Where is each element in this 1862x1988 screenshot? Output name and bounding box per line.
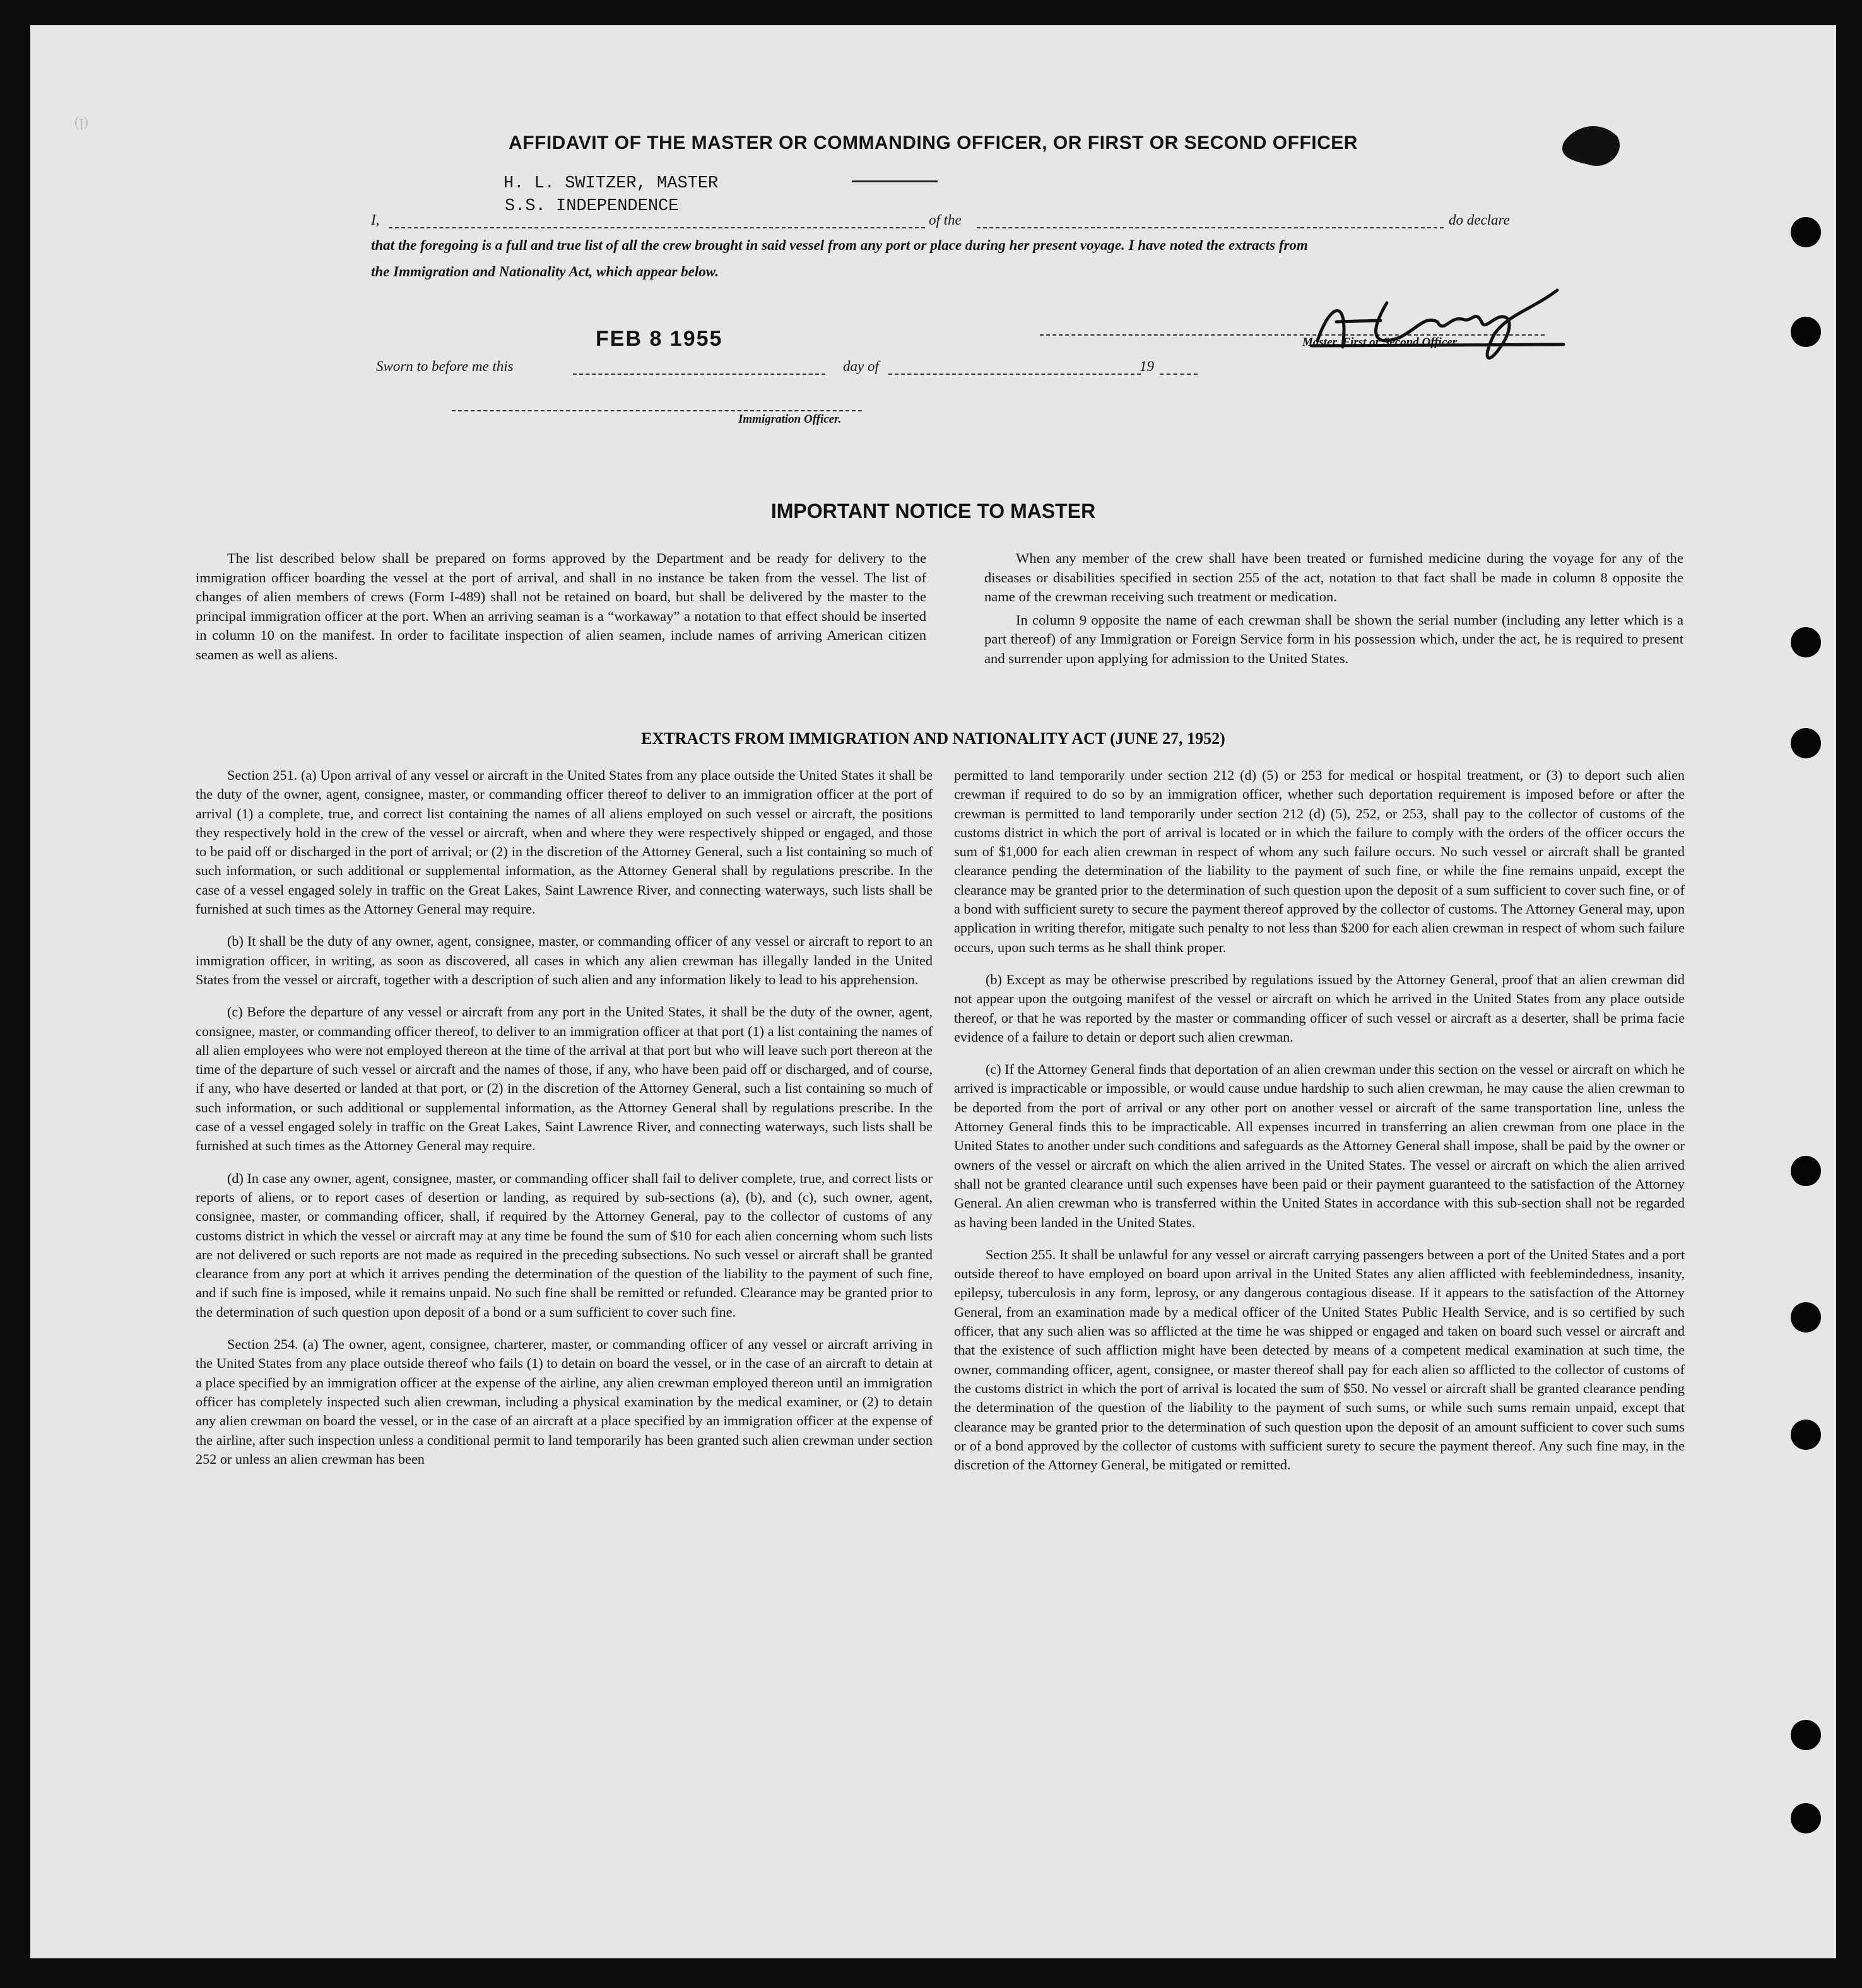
section-251-a: Section 251. (a) Upon arrival of any vessel or aircraft in the United States from any place outside the United States it shall be the duty of the owner, agent, consignee, master, or commanding officer thereof to deliver to an immigration officer at the port of arrival (1) a complete, true, and correct list containing the names of all aliens employed on such vessel or aircraft, the positions they respectively hold in the crew of the vessel or aircraft, when and where they were respectively shipped or engaged, and those to be paid off or discharged in the port of arrival; or (2) in the discretion of the Attorney General, such a list containing so much of such information, or such additional or supplemental information, as the Attorney General shall by regulations prescribe. In the case of a vessel engaged solely in traffic on the Great Lakes, Saint Lawrence River, and connecting waterways, such lists shall be furnished at such times as the Attorney General may require.: [196, 767, 933, 917]
punch-hole: [1791, 1720, 1821, 1750]
of-the-label: of the: [929, 212, 962, 228]
notice-left-column: [196, 549, 926, 669]
punch-hole: [1791, 1156, 1821, 1186]
year-prefix: 19: [1140, 358, 1154, 374]
sworn-year-line: [1160, 373, 1198, 375]
document-sheet: [30, 25, 1836, 1958]
notice-right-paragraph-1: When any member of the crew shall have been treated or furnished medicine during the voyage for any of the diseases or disabilities specified in section 255 of the act, notation to that fact shall be made in column 8 opposite the name of the crewman receiving such treatment or medication.: [984, 550, 1683, 605]
punch-hole: [1791, 217, 1821, 247]
extracts-title: EXTRACTS FROM IMMIGRATION AND NATIONALITY ACT (JUNE 27, 1952): [641, 729, 1225, 748]
extracts-left-column: [196, 766, 933, 1482]
extracts-right-column: [954, 766, 1685, 1488]
affidavit-title: AFFIDAVIT OF THE MASTER OR COMMANDING OFFICER, OR FIRST OR SECOND OFFICER: [509, 132, 1358, 153]
punch-hole: [1791, 1420, 1821, 1450]
vessel-line: [977, 227, 1444, 228]
title-divider: [852, 180, 938, 182]
punch-hole: [1791, 627, 1821, 657]
bleed-mark: (ꞁ): [74, 114, 88, 129]
sworn-day-line: [573, 373, 825, 375]
sworn-label: Sworn to before me this: [376, 358, 514, 374]
name-line: [389, 227, 925, 228]
section-254-c: (c) If the Attorney General finds that deportation of an alien crewman under this section on the vessel or aircraft on which he arrived is impracticable or impossible, or would cause undue hardship to such alien crewman, he may cause the alien crewman to be deported from the port of arrival or any other port on another vessel or aircraft of the same transportation line, unless the Attorney General finds this to be impracticable. All expenses incurred in transferring an alien crewman from one place in the United States to another under such conditions and safeguards as the Attorney General shall impose, shall be paid by the owner or owners of the vessel or aircraft on which the alien arrived in the United States. The vessel or aircraft on which the alien arrived shall not be granted clearance until such expenses have been paid or their payment guaranteed to the satisfaction of the Attorney General. An alien crewman who is transferred within the United States in accordance with this sub-section shall not be regarded as having been landed in the United States.: [954, 1061, 1685, 1230]
section-254-a: Section 254. (a) The owner, agent, consignee, charterer, master, or commanding officer of any vessel or aircraft arriving in the United States from any place outside thereof who fails (1) to detain on board the vessel, or in the case of an aircraft to detain at a place specified by an immigration officer at the expense of the airline, any alien crewman employed thereon until an immigration officer has completely inspected such alien crewman, including a physical examination by the medical examiner, or (2) to detain any alien crewman on board the vessel, or in the case of an aircraft at a place specified by an immigration officer at the expense of the airline, after such inspection unless a conditional permit to land temporarily has been granted such alien crewman under section 252 or unless an alien crewman has been: [196, 1336, 933, 1467]
master-caption: Master, First or Second Officer.: [1302, 336, 1459, 349]
i-label: I,: [371, 212, 380, 228]
typed-master-name: H. L. SWITZER, MASTER: [504, 174, 719, 193]
notice-right-column: [984, 549, 1683, 673]
section-251-c: (c) Before the departure of any vessel or aircraft from any port in the United States, it shall be the duty of the owner, agent, consignee, master, or commanding officer thereof, to deliver to an immigration officer at that port (1) a list containing the names of all alien employees who were not employed thereon at the time of the arrival at that port but who will leave such port thereon at the time of the departure of such vessel or aircraft and the names of those, if any, who have been paid off or discharged, and of course, if any, who have deserted or landed at that port, or (2) in the discretion of the Attorney General, such a list containing so much of such information, or such additional or supplemental information, as the Attorney General shall by regulations prescribe. In the case of a vessel engaged solely in traffic on the Great Lakes, Saint Lawrence River, and connecting waterways, such lists shall be furnished at such times as the Attorney General may require.: [196, 1004, 933, 1154]
sworn-month-line: [888, 373, 1141, 375]
notice-right-paragraph-2: In column 9 opposite the name of each crewman shall be shown the serial number (including any letter which is a part thereof) of any Immigration or Foreign Service form in his possession which, under the act, he is required to present and surrender upon applying for admission to the United States.: [984, 611, 1683, 666]
section-255: Section 255. It shall be unlawful for any vessel or aircraft carrying passengers between a port of the United States and a port outside thereof to have employed on board upon arrival in the United States any alien afflicted with feeblemindedness, insanity, epilepsy, tuberculosis in any form, leprosy, or any dangerous contagious disease. If it appears to the satisfaction of the Attorney General, from an examination made by a medical officer of the United States Public Health Service, and is so certified by such officer, that any such alien was so afflicted at the time he was shipped or engaged and taken on board such vessel or aircraft and that the existence of such affliction might have been detected by means of a competent medical examination at such time, the owner, commanding officer, agent, consignee, or master thereof shall pay for each alien so afflicted to the collector of customs of the customs district in which the port of arrival is located the sum of $50. No vessel or aircraft shall be granted clearance pending the determination of the question of the liability to the payment of such sums, or while such sums remain unpaid, except that clearance may be granted prior to the determination of such question upon the deposit of an amount sufficient to cover such sums or of a bond approved by the collector of customs with sufficient surety to secure the payment thereof. Any such fine may, in the discretion of the Attorney General, be mitigated or remitted.: [954, 1246, 1685, 1473]
punch-hole: [1791, 728, 1821, 758]
statement-line-1: that the foregoing is a full and true list of all the crew brought in said vessel from any port or place during her present voyage. I have noted the extracts from: [371, 237, 1308, 253]
typed-vessel-name: S.S. INDEPENDENCE: [505, 197, 679, 216]
notice-title: IMPORTANT NOTICE TO MASTER: [770, 500, 1096, 522]
section-251-b: (b) It shall be the duty of any owner, agent, consignee, master, or commanding officer of any vessel or aircraft to report to an immigration officer, in writing, as soon as discovered, all cases in which any alien crewman has illegally landed in the United States from the vessel or aircraft, together with a description of such alien and any information likely to lead to his apprehension.: [196, 933, 933, 987]
punch-hole: [1791, 317, 1821, 347]
officer-caption: Immigration Officer.: [738, 413, 842, 426]
ink-blot: [1557, 117, 1627, 174]
date-stamp: FEB 8 1955: [596, 327, 723, 351]
punch-hole: [1791, 1302, 1821, 1332]
section-254-a-continued: permitted to land temporarily under section 212 (d) (5) or 253 for medical or hospital treatment, or (3) to deport such alien crewman if required to do so by an immigration officer, whether such deportation requirement is imposed before or after the crewman is permitted to land temporarily under section 212 (d) (5), 252, or 253, shall pay to the collector of customs of the customs district in which the port of arrival is located or in which the failure to comply with the orders of the officer occurs the sum of $1,000 for each alien crewman in respect of whom any such failure occurs. No such vessel or aircraft shall be granted clearance pending the determination of the liability to the payment of such fine, or while the fine remains unpaid, except the clearance may be granted prior to the determination of such question upon the deposit of a sum sufficient to cover such fine, or of a bond with sufficient surety to secure the payment thereof approved by the collector of customs. The Attorney General may, upon application in writing therefor, mitigate such penalty to not less than $200 for each alien crewman in respect of whom such failure occurs, upon such terms as he shall think proper.: [954, 767, 1685, 955]
notice-left-paragraph: The list described below shall be prepared on forms approved by the Department and be ready for delivery to the immigration officer boarding the vessel at the port of arrival, and shall in no instance be taken from the vessel. The list of changes of alien members of crews (Form I-489) shall not be retained on board, but shall be delivered by the master to the principal immigration officer at the port. When an arriving seaman is a “workaway” a notation to that effect should be inserted in column 10 on the manifest. In order to facilitate inspection of alien seamen, include names of arriving American citizen seamen as well as aliens.: [196, 550, 926, 662]
statement-line-2: the Immigration and Nationality Act, which appear below.: [371, 264, 719, 279]
master-signature: [1292, 278, 1582, 372]
do-declare-label: do declare: [1449, 212, 1510, 228]
officer-line: [452, 410, 862, 411]
day-of-label: day of: [843, 358, 879, 374]
section-251-d: (d) In case any owner, agent, consignee, master, or commanding officer shall fail to deliver complete, true, and correct lists or reports of aliens, or to report cases of desertion or landing, as required by sub-sections (a), (b), and (c), such owner, agent, consignee, master, or commanding officer, shall, if required by the Attorney General, pay to the collector of customs of any customs district in which the vessel or aircraft may at any time be found the sum of $10 for each alien concerning whom such lists are not delivered or such reports are not made as required in the preceding subsections. No such vessel or aircraft shall be granted clearance from any port at which it arrives pending the determination of the question of the liability to the payment of such fine, and if such fine is imposed, while it remains unpaid. No such fine shall be remitted or refunded. Clearance may be granted prior to the determination of such question upon deposit of a bond or a sum sufficient to cover such fine.: [196, 1170, 933, 1320]
section-254-b: (b) Except as may be otherwise prescribed by regulations issued by the Attorney General, proof that an alien crewman did not appear upon the outgoing manifest of the vessel or aircraft on which he arrived in the United States from any place outside thereof, or that he was reported by the master or commanding officer of such vessel or aircraft as a deserter, shall be prima facie evidence of a failure to detain or deport such alien crewman.: [954, 971, 1685, 1045]
punch-hole: [1791, 1803, 1821, 1833]
